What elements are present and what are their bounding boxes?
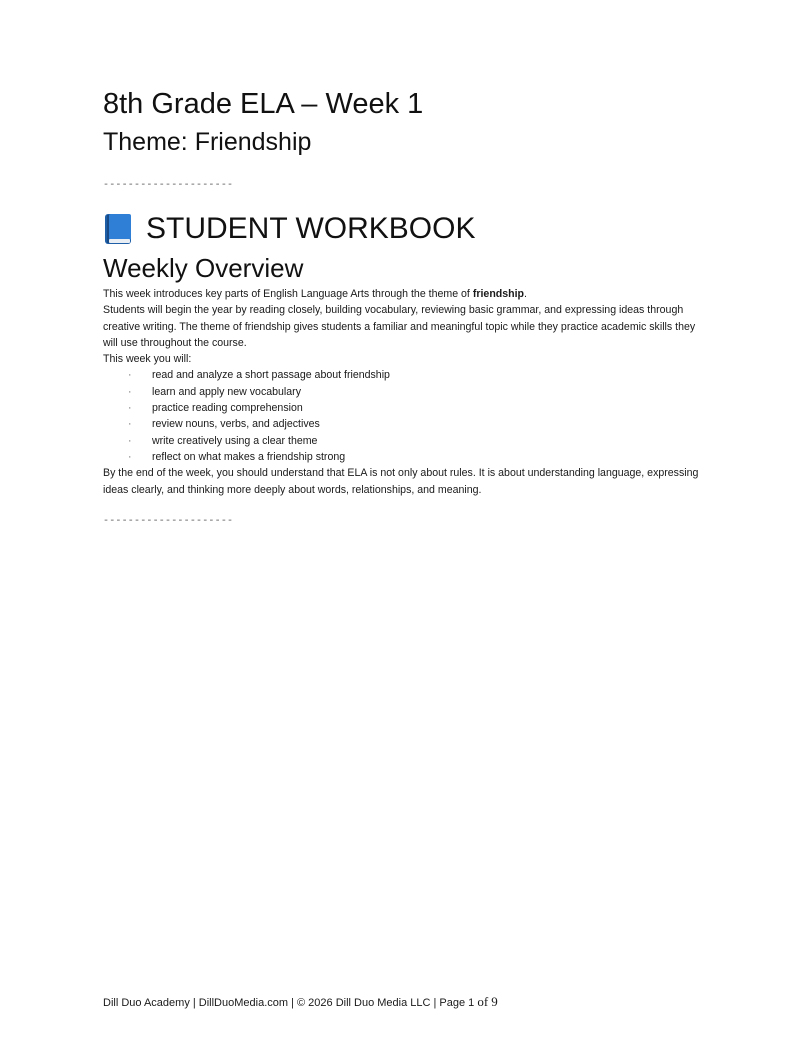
closing-paragraph: By the end of the week, you should understand that ELA is not only about rules. It is about understanding language, expressing ideas clearly, and thinking more deeply about words, relationships, and meaning. — [103, 467, 699, 496]
list-item: · read and analyze a short passage about friendship — [103, 367, 703, 383]
list-item: · practice reading comprehension — [103, 400, 703, 416]
page-footer — [103, 994, 498, 1011]
footer-text: Dill Duo Academy | DillDuoMedia.com | © 2026 Dill Duo Media LLC | Page — [103, 997, 469, 1009]
description-paragraph: Students will begin the year by reading closely, building vocabulary, reviewing basic grammar, and expressing ideas through creative writing. The theme of friendship gives students a familiar and meaningful topic while they practice academic skills they will use throughout the course. — [103, 304, 696, 349]
page-total: 9 — [491, 994, 498, 1009]
bullet-glyph: · — [128, 369, 132, 382]
bullet-glyph: · — [128, 450, 132, 463]
bullet-glyph: · — [128, 418, 132, 431]
bullet-glyph: · — [128, 402, 132, 415]
objectives-list — [103, 367, 703, 465]
weekly-overview-heading: Weekly Overview — [103, 253, 304, 283]
bullet-glyph: · — [128, 434, 132, 447]
workbook-heading — [103, 210, 475, 248]
blue-book-icon — [103, 213, 133, 245]
list-item: · review nouns, verbs, and adjectives — [103, 416, 703, 432]
list-item: · learn and apply new vocabulary — [103, 384, 703, 400]
document-title: 8th Grade ELA – Week 1 — [103, 88, 424, 120]
page-current: 1 — [468, 997, 475, 1009]
list-item: · write creatively using a clear theme — [103, 433, 703, 449]
list-item: · reflect on what makes a friendship strong — [103, 449, 703, 465]
weekly-overview-body — [103, 286, 703, 498]
section-divider: --------------------- — [103, 180, 234, 191]
workbook-heading-text: STUDENT WORKBOOK — [146, 212, 476, 245]
bullet-glyph: · — [128, 385, 132, 398]
section-divider: --------------------- — [103, 516, 234, 527]
page-of-label: of — [477, 994, 489, 1009]
document-subtitle: Theme: Friendship — [103, 128, 312, 156]
theme-emphasis: friendship — [472, 288, 525, 300]
intro-paragraph: This week introduces key parts of English Language Arts through the theme of friendship. — [103, 288, 527, 300]
list-intro: This week you will: — [103, 353, 192, 366]
